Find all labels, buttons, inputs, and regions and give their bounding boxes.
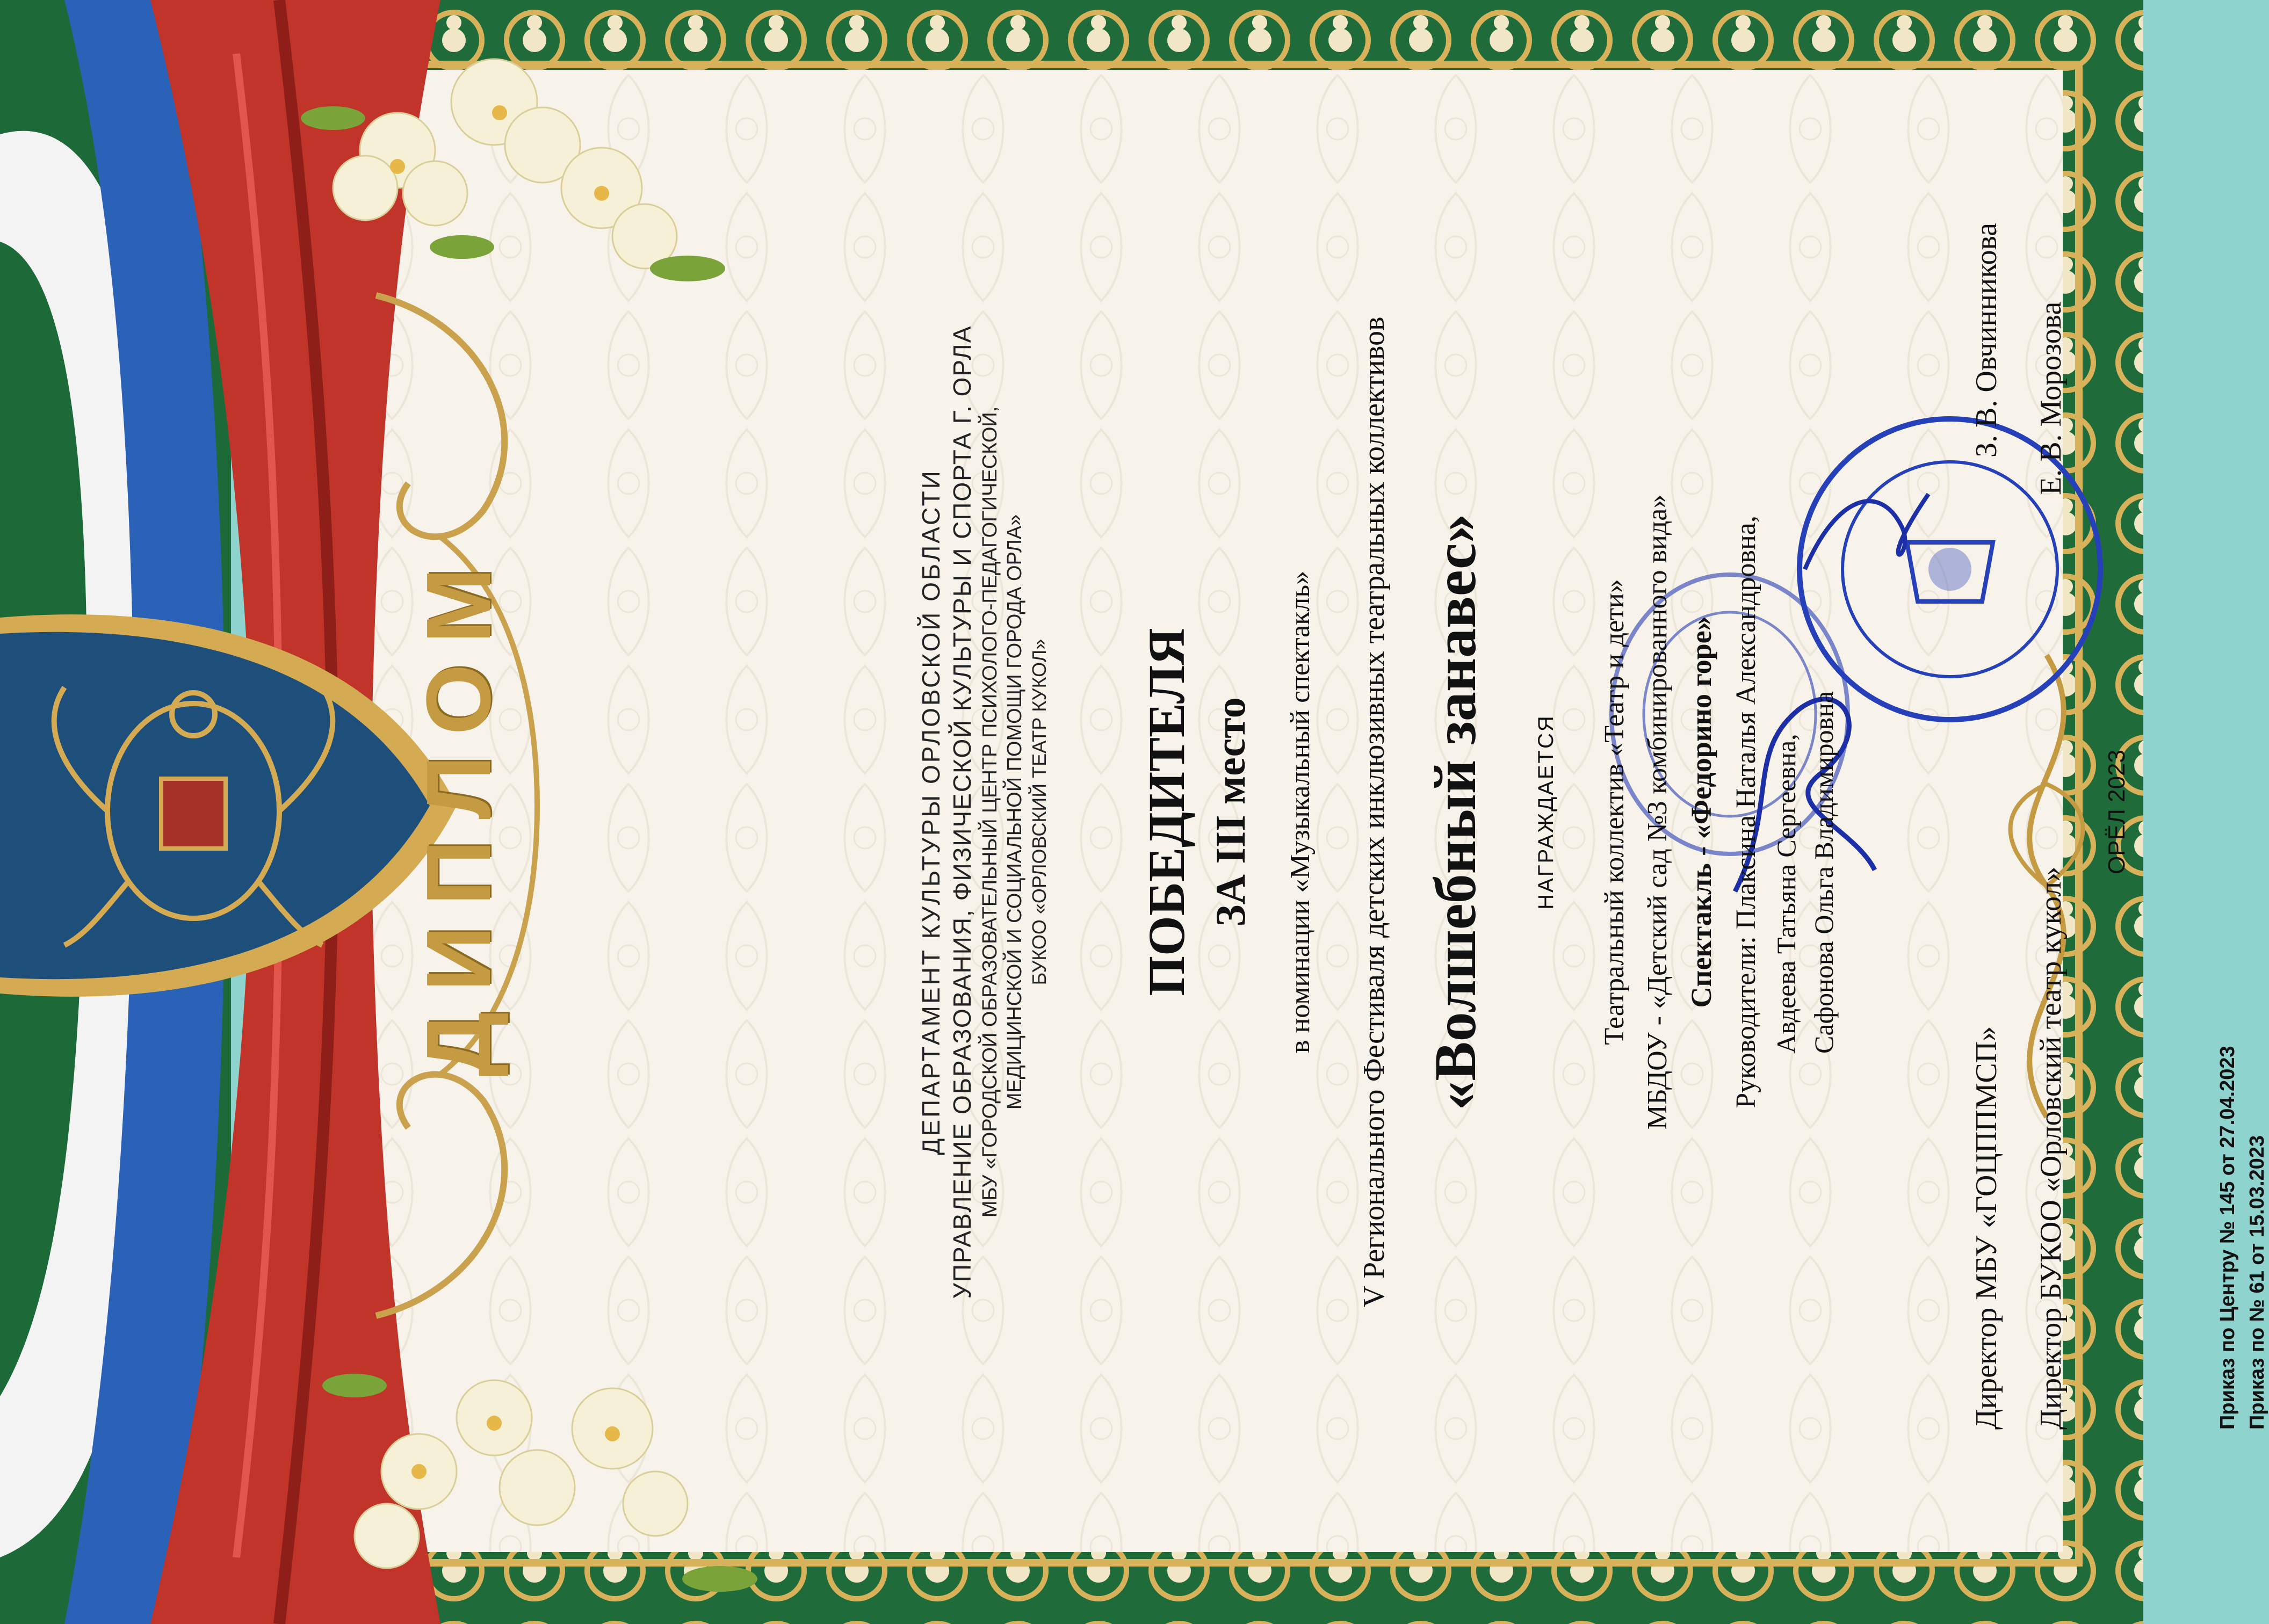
recipient-performance: Спектакль - «Федорино горе» (1685, 616, 1717, 1008)
festival-text: V Регионального Фестиваля детских инклюзивных театральных коллективов (1357, 316, 1391, 1308)
order-line-1: Приказ по Центру № 145 от 27.04.2023 (2216, 1046, 2239, 1430)
certificate-content (223, 71, 2268, 1553)
diploma-title: ДИПЛОМ (408, 547, 510, 1077)
place-heading: ЗА III место (1207, 697, 1254, 927)
recipient-leaders-2: Авдеева Татьяна Сергеевна, (1771, 734, 1801, 1054)
recipient-leaders-1: Руководители: Плаксина Наталья Александровна, (1731, 516, 1761, 1108)
nomination-text: в номинации «Музыкальный спектакль» (1285, 570, 1316, 1054)
org-line-4: МЕДИЦИНСКОЙ И СОЦИАЛЬНОЙ ПОМОЩИ ГОРОДА ОРЛА» (1003, 514, 1026, 1110)
signatory-2-title: Директор БУКОО «Орловский театр кукол» (2034, 866, 2068, 1430)
awarded-label: НАГРАЖДАЕТСЯ (1534, 714, 1558, 910)
winner-heading: ПОБЕДИТЕЛЯ (1138, 628, 1195, 996)
org-line-1: ДЕПАРТАМЕНТ КУЛЬТУРЫ ОРЛОВСКОЙ ОБЛАСТИ (917, 469, 945, 1155)
org-line-2: УПРАВЛЕНИЕ ОБРАЗОВАНИЯ, ФИЗИЧЕСКОЙ КУЛЬТУРЫ И СПОРТА Г. ОРЛА (948, 325, 976, 1299)
signatory-1-name: З. В. Овчинникова (1970, 222, 2003, 458)
festival-name: «Волшебный занавес» (1422, 513, 1488, 1111)
recipient-collective: Театральный коллектив «Театр и дети» (1599, 579, 1630, 1045)
recipient-leaders-3: Сафонова Ольга Владимировна (1809, 691, 1839, 1054)
city-year: ОРЁЛ 2023 (2104, 750, 2130, 874)
org-line-3: МБУ «ГОРОДСКОЙ ОБРАЗОВАТЕЛЬНЫЙ ЦЕНТР ПСИХОЛОГО-ПЕДАГОГИЧЕСКОЙ, (979, 406, 1001, 1218)
org-line-5: БУКОО «ОРЛОВСКИЙ ТЕАТР КУКОЛ» (1028, 639, 1050, 985)
signatory-1-title: Директор МБУ «ГОЦППМСП» (1970, 1026, 2003, 1430)
recipient-institution: МБДОУ - «Детский сад №3 комбинированного вида» (1642, 494, 1673, 1130)
order-line-2: Приказ по № 61 от 15.03.2023 (2246, 1135, 2268, 1430)
signatory-2-name: Е. В. Морозова (2034, 301, 2068, 495)
